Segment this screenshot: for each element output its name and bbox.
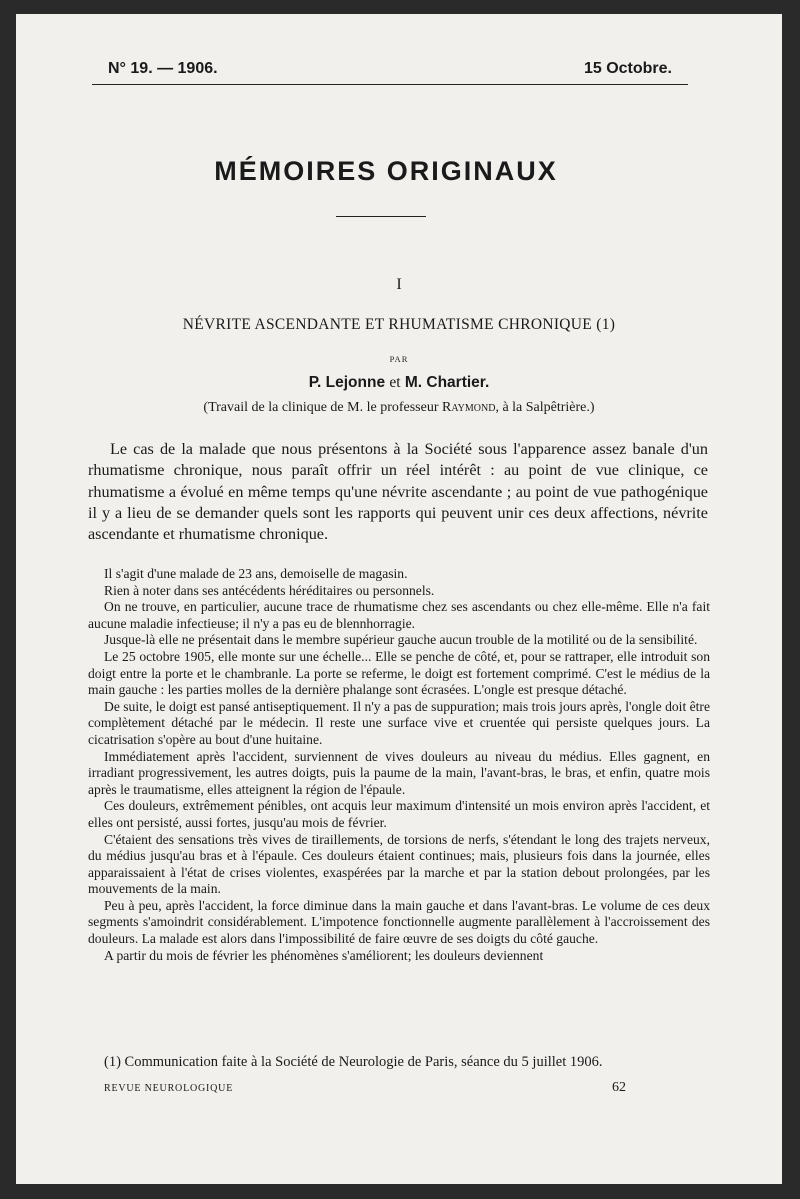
running-header [108, 60, 672, 78]
author-connector: et [389, 374, 401, 391]
by-line-par: PAR [389, 354, 409, 364]
issue-date: 15 Octobre. [583, 60, 672, 77]
page-number: 62 [612, 1080, 626, 1095]
issue-number: N° 19. — 1906. [108, 60, 218, 77]
author-lejonne: P. Lejonne [308, 374, 386, 391]
paragraph: A partir du mois de février les phénomènes s'améliorent; les douleurs deviennent [104, 947, 544, 963]
title-rule [336, 216, 426, 217]
article-number: I [396, 276, 402, 293]
case-report [88, 566, 710, 964]
paragraph: Peu à peu, après l'accident, la force diminue dans la main gauche et dans l'avant-bras. Le volume de ces deux segments s'amoindrit considérablement. L'impotence fonctionnelle augmente parallèlement à l'accroissement des douleurs. La malade est alors dans l'impossibilité de faire œuvre de ses doigts du côté gauche. [88, 897, 710, 947]
paragraph: Le 25 octobre 1905, elle monte sur une échelle... Elle se penche de côté, et, pour se rattraper, elle introduit son doigt entre la porte et le chambranle. La porte se referme, le doigt est fortement comprimé. C'est le médius de la main gauche : les parties molles de la dernière phalange sont écrasées. L'ongle est presque détaché. [88, 648, 710, 698]
paragraph: Ces douleurs, extrêmement pénibles, ont acquis leur maximum d'intensité un mois environ après l'accident, et elles ont persisté, aussi fortes, jusqu'au mois de février. [88, 798, 710, 830]
professor-name: Raymond [442, 400, 496, 415]
section-title: MÉMOIRES ORIGINAUX [214, 156, 558, 186]
authors [16, 374, 782, 392]
paragraph: Immédiatement après l'accident, surviennent de vives douleurs au niveau du médius. Elles gagnent, en irradiant progressivement, les autres doigts, puis la paume de la main, l'avant-bras, le bras, et enfin, quatre mois après le traumatisme, elles atteignent la région de l'épaule. [88, 748, 710, 797]
paragraph: On ne trouve, en particulier, aucune trace de rhumatisme chez ses ascendants ou chez elle-même. Elle n'a fait aucune maladie infectieuse; il n'y a pas eu de blennhorragie. [88, 599, 710, 631]
affiliation [16, 400, 782, 416]
introduction [88, 439, 708, 545]
affiliation-suffix: , à la Salpêtrière.) [495, 400, 595, 415]
paragraph: Il s'agit d'une malade de 23 ans, demoiselle de magasin. [104, 566, 408, 581]
page-footer [104, 1080, 626, 1096]
affiliation-prefix: (Travail de la clinique de M. le professeur [203, 400, 439, 415]
paragraph: Rien à noter dans ses antécédents héréditaires ou personnels. [104, 582, 435, 598]
author-chartier: M. Chartier. [404, 374, 490, 391]
journal-name: REVUE NEUROLOGIQUE [104, 1083, 234, 1094]
journal-page [16, 14, 782, 1184]
intro-paragraph: Le cas de la malade que nous présentons à la Société sous l'apparence assez banale d'un rhumatisme chronique, nous paraît offrir un réel intérêt : au point de vue clinique, ce rhumatisme a évolué en même temps qu'une névrite ascendante ; au point de vue pathogénique il y a lieu de se demander quels sont les rapports qui peuvent unir ces deux affections, névrite ascendante et rhumatisme chronique. [88, 440, 708, 544]
header-rule [92, 84, 688, 85]
paragraph: Jusque-là elle ne présentait dans le membre supérieur gauche aucun trouble de la motilité ou de la sensibilité. [104, 632, 698, 648]
footnote: (1) Communication faite à la Société de Neurologie de Paris, séance du 5 juillet 1906. [104, 1054, 603, 1070]
paragraph: C'étaient des sensations très vives de tiraillements, de torsions de nerfs, s'étendant le long des trajets nerveux, du médius jusqu'au bras et à l'épaule. Ces douleurs étaient continues; mais, plusieurs fois dans la journée, elles apparaissaient à l'état de crises violentes, exaspérées par la marche et par la station debout prolongées, par les mouvements de la main. [88, 831, 710, 897]
paragraph: De suite, le doigt est pansé antiseptiquement. Il n'y a pas de suppuration; mais trois jours après, l'ongle doit être complètement détaché par le médecin. Il reste une surface vive et cruentée qui persiste quelques jours. La cicatrisation s'opère au bout d'une huitaine. [88, 698, 710, 747]
article-title: NÉVRITE ASCENDANTE ET RHUMATISME CHRONIQUE (1) [182, 316, 616, 333]
